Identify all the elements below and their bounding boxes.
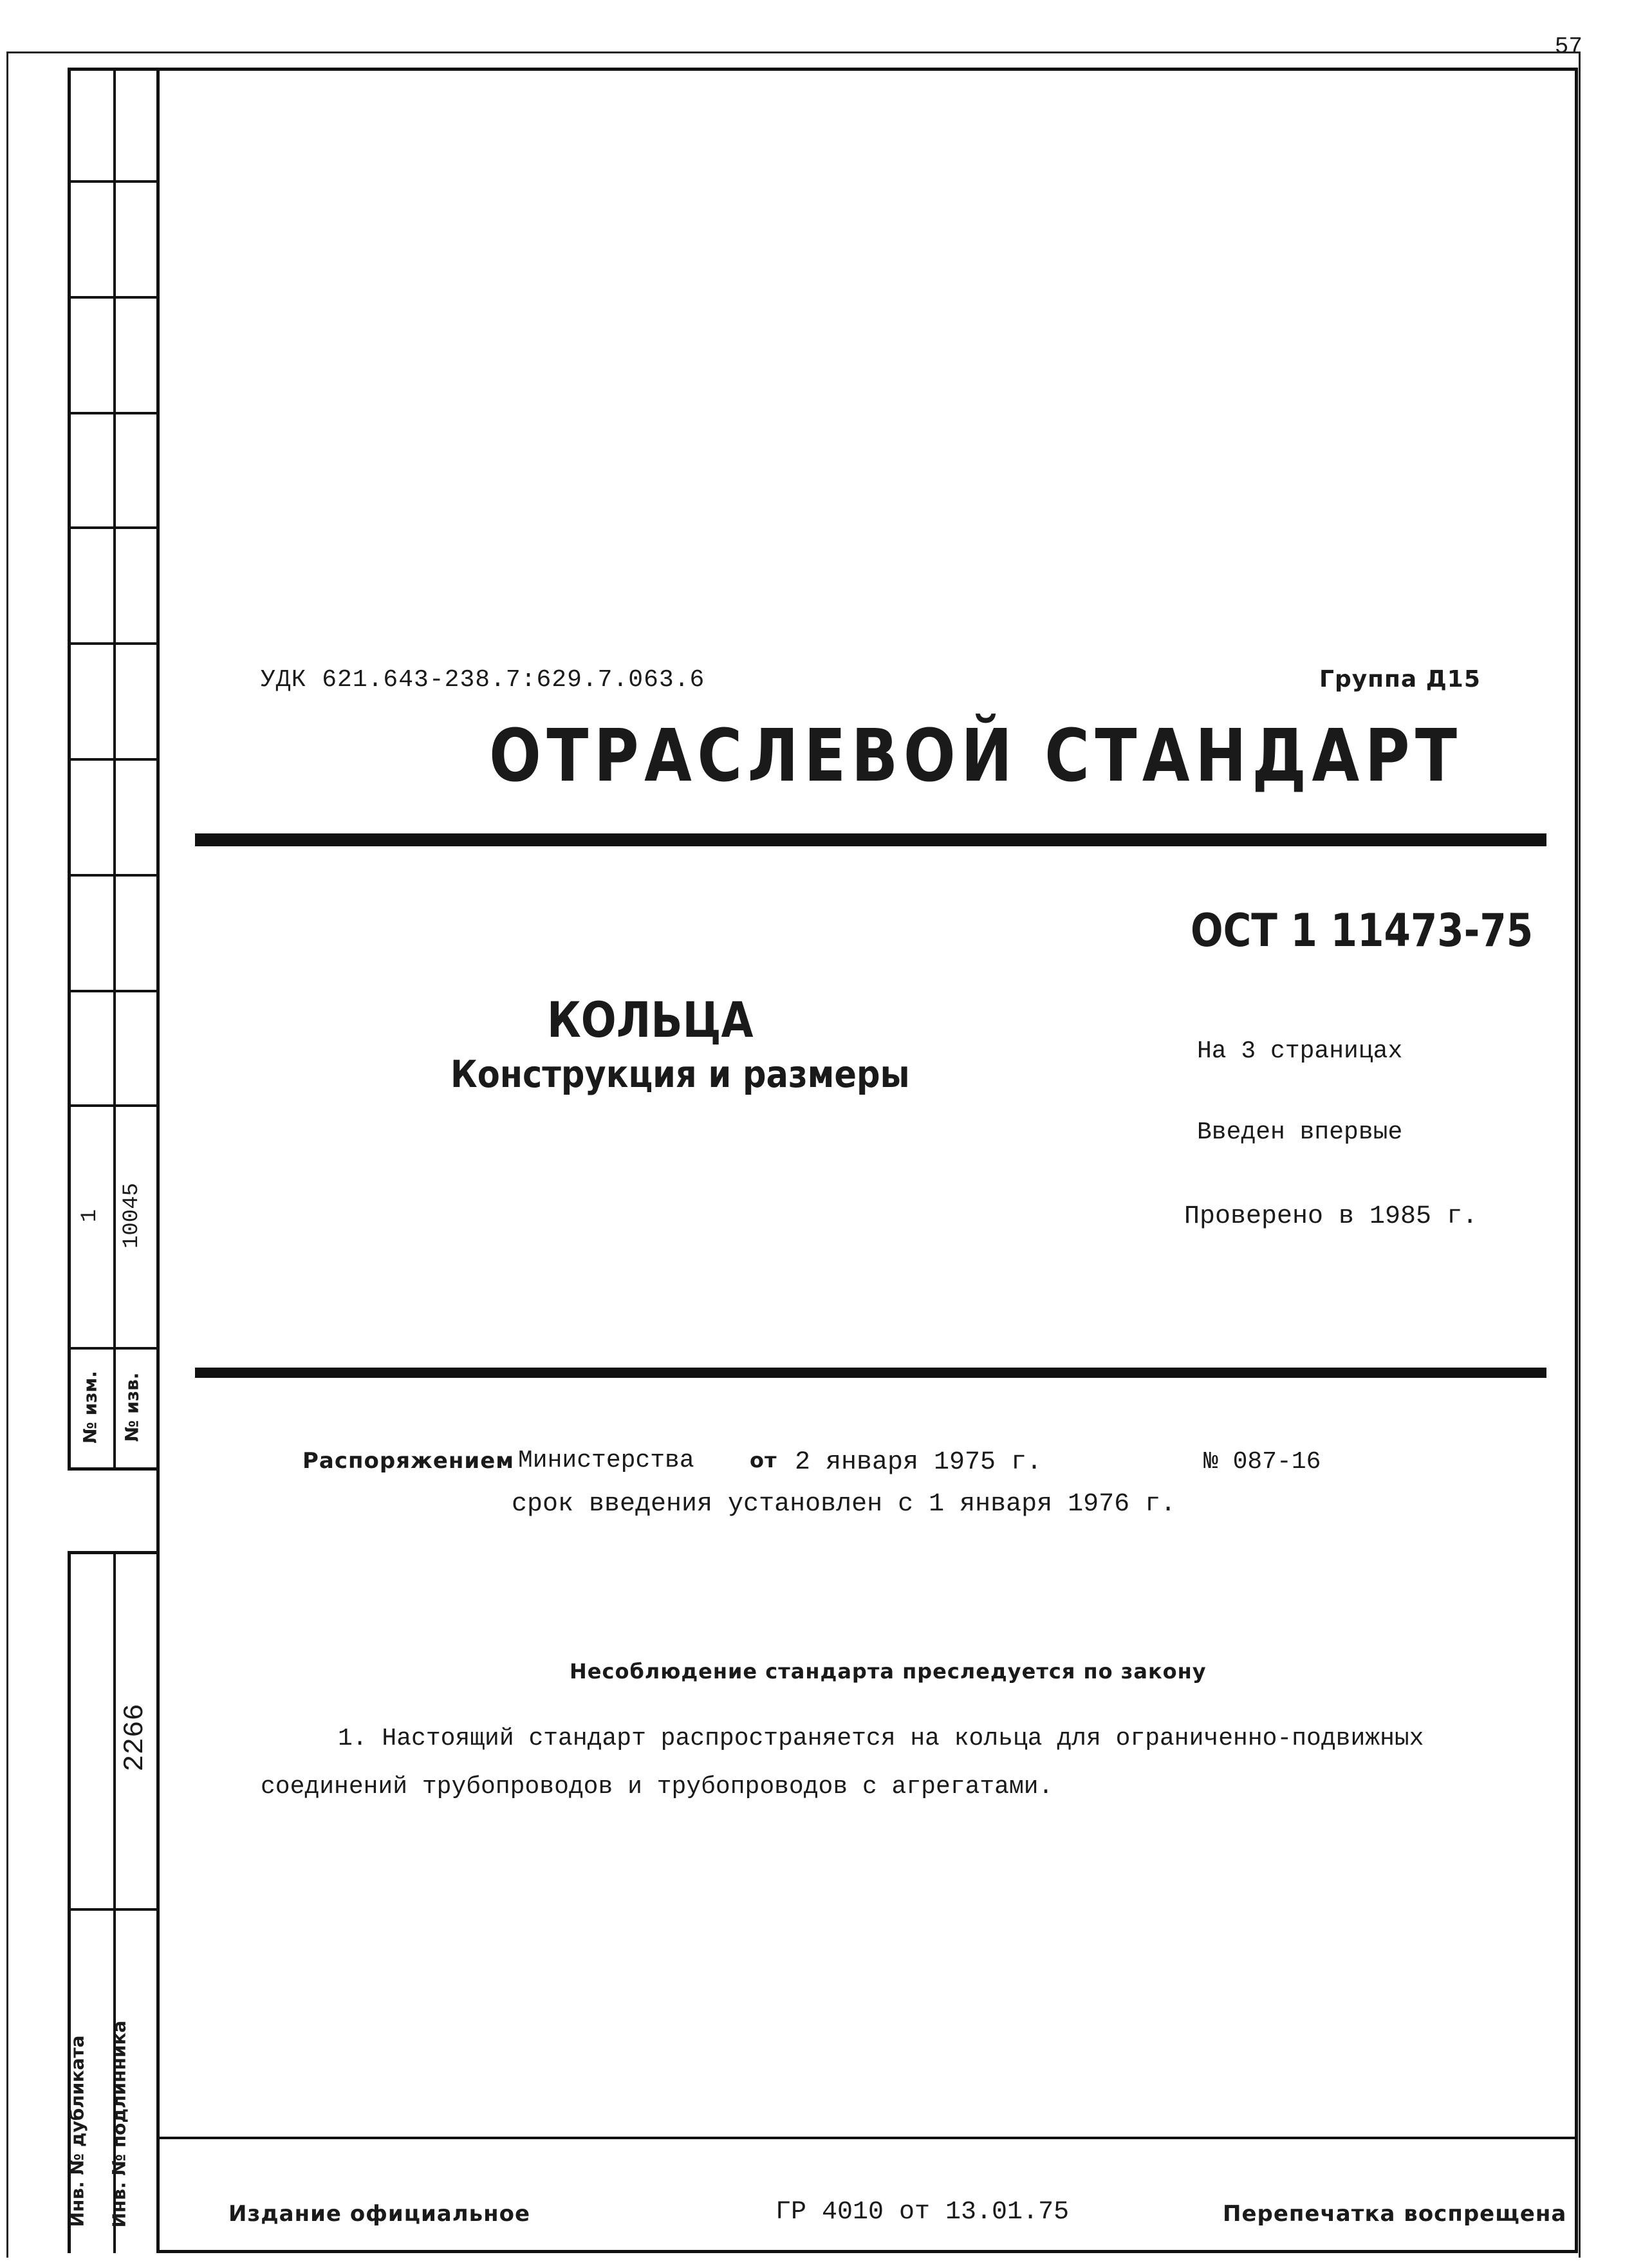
top-rule (195, 833, 1546, 846)
pages-count: На 3 страницах (1197, 1037, 1403, 1065)
original-inventory-label: Инв. № подлинника (108, 2020, 130, 2228)
change-number-value: 1 (78, 1209, 102, 1223)
order-date: 2 января 1975 г. (795, 1448, 1043, 1477)
subject-title: КОЛЬЦА (547, 991, 754, 1048)
warning-text: Несоблюдение стандарта преследуется по закону (570, 1659, 1207, 1684)
order-number: № 087-16 (1203, 1448, 1321, 1476)
udk-code: УДК 621.643-238.7:629.7.063.6 (261, 666, 705, 694)
main-title: ОТРАСЛЕВОЙ СТАНДАРТ (489, 714, 1463, 798)
revision-strip (68, 68, 156, 1471)
paragraph-1-line-1: 1. Настоящий стандарт распространяется на кольца для ограниченно-подвижных (338, 1725, 1424, 1752)
middle-rule (195, 1368, 1546, 1378)
checked-note: Проверено в 1985 г. (1184, 1202, 1478, 1231)
page-number: 57 (1554, 33, 1582, 60)
notice-number-value: 10045 (120, 1182, 144, 1249)
order-prefix: Распоряжением (302, 1448, 515, 1474)
footer-rule (156, 2137, 1578, 2139)
introduced-note: Введен впервые (1197, 1119, 1403, 1146)
order-authority: Министерства (518, 1447, 694, 1474)
group-code: Группа Д15 (1319, 666, 1481, 692)
duplicate-inventory-label: Инв. № дубликата (66, 2035, 88, 2227)
paragraph-1-line-2: соединений трубопроводов и трубопроводов с агрегатами. (261, 1773, 1053, 1801)
main-frame (156, 68, 1578, 2253)
change-number-label: № изм. (79, 1371, 101, 1444)
footer-registration: ГР 4010 от 13.01.75 (775, 2198, 1070, 2227)
notice-number-label: № изв. (121, 1372, 143, 1442)
inventory-strip (68, 1551, 156, 2253)
effective-date: срок введения установлен с 1 января 1976 г. (512, 1490, 1176, 1519)
subject-subtitle: Конструкция и размеры (450, 1052, 910, 1096)
standard-number: ОСТ 1 11473-75 (1191, 904, 1534, 957)
original-inventory-value: 2266 (119, 1704, 151, 1772)
order-from: от (750, 1448, 777, 1472)
footer-edition: Издание официальное (228, 2201, 531, 2227)
footer-reprint-notice: Перепечатка воспрещена (1223, 2201, 1567, 2227)
